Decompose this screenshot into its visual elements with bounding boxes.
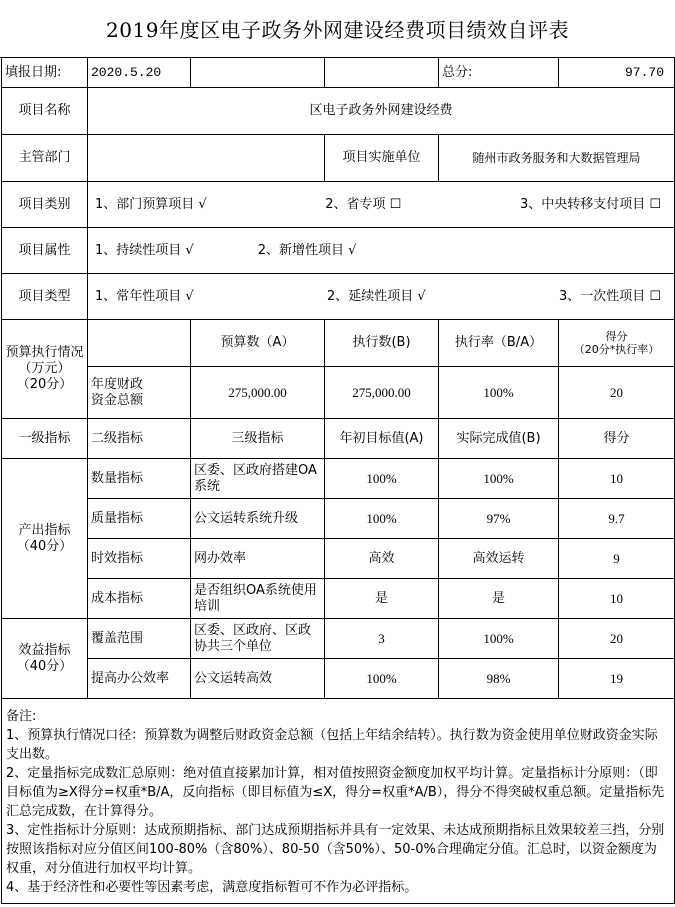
- level2-cell: 成本指标: [88, 579, 191, 619]
- level2-cell: 数量指标: [88, 459, 191, 499]
- indicator-header: 二级指标: [88, 419, 191, 459]
- category-options: [88, 182, 675, 228]
- fill-date-label: 填报日期:: [2, 58, 88, 88]
- fiscal-funds-label: [88, 367, 191, 419]
- type-option: 3、一次性项目 ☐: [558, 288, 661, 304]
- form-title: 2019年度区电子政务外网建设经费项目绩效自评表: [0, 0, 675, 58]
- target-cell: 100%: [325, 659, 439, 699]
- dept-value: [88, 135, 325, 182]
- note-line: 备注:: [6, 709, 37, 724]
- project-name-value: 区电子政务外网建设经费: [88, 88, 675, 135]
- indicator-header: 年初目标值(A): [325, 419, 439, 459]
- actual-cell: 是: [439, 579, 559, 619]
- level3-cell: 区委、区政府、区政协共三个单位: [191, 619, 325, 659]
- exec-value: 275,000.00: [325, 367, 439, 419]
- type-option: 2、延续性项目 √: [326, 288, 426, 304]
- exec-col-header: 执行数(B): [325, 320, 439, 367]
- score-cell: 9: [559, 539, 675, 579]
- benefit-label-line: （40分）: [16, 658, 73, 674]
- table-row: [2, 539, 675, 579]
- budget-header-blank: [88, 320, 191, 367]
- indicator-header: 得分: [559, 419, 675, 459]
- fiscal-funds-line: 年度财政: [91, 376, 144, 392]
- type-option: 1、常年性项目 √: [95, 288, 194, 304]
- score-cell: 9.7: [559, 499, 675, 539]
- score-header-line: 得分: [605, 330, 628, 343]
- level2-cell: 时效指标: [88, 539, 191, 579]
- note-line: 4、基于经济性和必要性等因素考虑，满意度指标暂可不作为必评指标。: [6, 880, 418, 895]
- indicator-header: 实际完成值(B): [439, 419, 559, 459]
- category-option: 3、中央转移支付项目 ☐: [519, 196, 661, 212]
- benefit-label-line: 效益指标: [18, 642, 71, 658]
- indicator-header: 一级指标: [2, 419, 88, 459]
- actual-cell: 100%: [439, 459, 559, 499]
- attribute-option: 1、持续性项目 √: [95, 242, 194, 258]
- budget-header-row: [2, 320, 675, 367]
- target-cell: 100%: [325, 459, 439, 499]
- level3-cell: 公文运转系统升级: [191, 499, 325, 539]
- target-cell: 是: [325, 579, 439, 619]
- budget-section-label: [2, 320, 88, 419]
- actual-cell: 高效运转: [439, 539, 559, 579]
- notes-cell: [2, 699, 675, 904]
- actual-cell: 97%: [439, 499, 559, 539]
- impl-unit-label: 项目实施单位: [325, 135, 439, 182]
- level3-cell: 公文运转高效: [191, 659, 325, 699]
- budget-col-header: 预算数（A）: [191, 320, 325, 367]
- budget-value-row: [2, 367, 675, 419]
- category-row: [2, 182, 675, 228]
- budget-label-line: （20分）: [16, 377, 73, 392]
- note-line: 1、预算执行情况口径：预算数为调整后财政资金总额（包括上年结余结转）。执行数为资金使用单位财政资金实际支出数。: [6, 728, 658, 762]
- header-blank: [325, 58, 439, 88]
- project-name-label: 项目名称: [2, 88, 88, 135]
- fiscal-funds-line: 资金总额: [91, 392, 144, 408]
- total-score-value: 97.70: [559, 58, 675, 88]
- score-cell: 20: [559, 619, 675, 659]
- department-row: [2, 135, 675, 182]
- table-row: [2, 619, 675, 659]
- score-col-header: [559, 320, 675, 367]
- header-blank: [191, 58, 325, 88]
- budget-label-line: 预算执行情况: [5, 345, 84, 360]
- score-cell: 10: [559, 579, 675, 619]
- budget-value: 275,000.00: [191, 367, 325, 419]
- evaluation-table: [1, 57, 675, 904]
- category-option: 2、省专项 ☐: [325, 196, 402, 212]
- score-cell: 10: [559, 459, 675, 499]
- level3-cell: 网办效率: [191, 539, 325, 579]
- type-options: [88, 274, 675, 320]
- table-row: [2, 499, 675, 539]
- header-row: [2, 58, 675, 88]
- actual-cell: 100%: [439, 619, 559, 659]
- category-label: 项目类别: [2, 182, 88, 228]
- impl-unit-value: 随州市政务服务和大数据管理局: [439, 135, 675, 182]
- benefit-indicator-label: [2, 619, 88, 699]
- type-label: 项目类型: [2, 274, 88, 320]
- attribute-row: [2, 228, 675, 274]
- level3-cell: 区委、区政府搭建OA系统: [191, 459, 325, 499]
- note-line: 3、定性指标计分原则：达成预期指标、部门达成预期指标并具有一定效果、未达成预期指标且效果较差三挡，分别按照该指标对应分值区间100-80%（含80%）、80-50（含50%）、50-0%合理确定分值。汇总时，以资金额度为权重，对分值进行加权平均计算。: [6, 823, 665, 876]
- type-row: [2, 274, 675, 320]
- attribute-label: 项目属性: [2, 228, 88, 274]
- level2-cell: 提高办公效率: [88, 659, 191, 699]
- fill-date-value: 2020.5.20: [88, 58, 191, 88]
- actual-cell: 98%: [439, 659, 559, 699]
- total-score-label: 总分:: [439, 58, 559, 88]
- level2-cell: 质量指标: [88, 499, 191, 539]
- dept-label: 主管部门: [2, 135, 88, 182]
- project-name-row: [2, 88, 675, 135]
- rate-value: 100%: [439, 367, 559, 419]
- table-row: [2, 659, 675, 699]
- notes-row: [2, 699, 675, 904]
- score-cell: 19: [559, 659, 675, 699]
- table-row: [2, 459, 675, 499]
- output-indicator-label: [2, 459, 88, 619]
- target-cell: 高效: [325, 539, 439, 579]
- budget-score-value: 20: [559, 367, 675, 419]
- note-line: 2、定量指标完成数汇总原则：绝对值直接累加计算，相对值按照资金额度加权平均计算。定量指标计分原则：（即目标值为≥X得分=权重*B/A，反向指标（即目标值为≤X，得分=权重*A/B），得分不得突破权重总额。定量指标先汇总完成数，在计算得分。: [6, 766, 665, 819]
- rate-col-header: 执行率（B/A）: [439, 320, 559, 367]
- target-cell: 100%: [325, 499, 439, 539]
- table-row: [2, 579, 675, 619]
- budget-label-line: （万元）: [18, 361, 71, 376]
- level2-cell: 覆盖范围: [88, 619, 191, 659]
- output-label-line: 产出指标: [18, 522, 71, 538]
- level3-cell: 是否组织OA系统使用培训: [191, 579, 325, 619]
- attribute-option: 2、新增性项目 √: [257, 242, 357, 258]
- indicator-header: 三级指标: [191, 419, 325, 459]
- indicator-header-row: [2, 419, 675, 459]
- attribute-options: [88, 228, 675, 274]
- output-label-line: （40分）: [16, 538, 73, 554]
- category-option: 1、部门预算项目 √: [95, 196, 207, 212]
- target-cell: 3: [325, 619, 439, 659]
- score-header-line: （20分*执行率）: [573, 343, 660, 356]
